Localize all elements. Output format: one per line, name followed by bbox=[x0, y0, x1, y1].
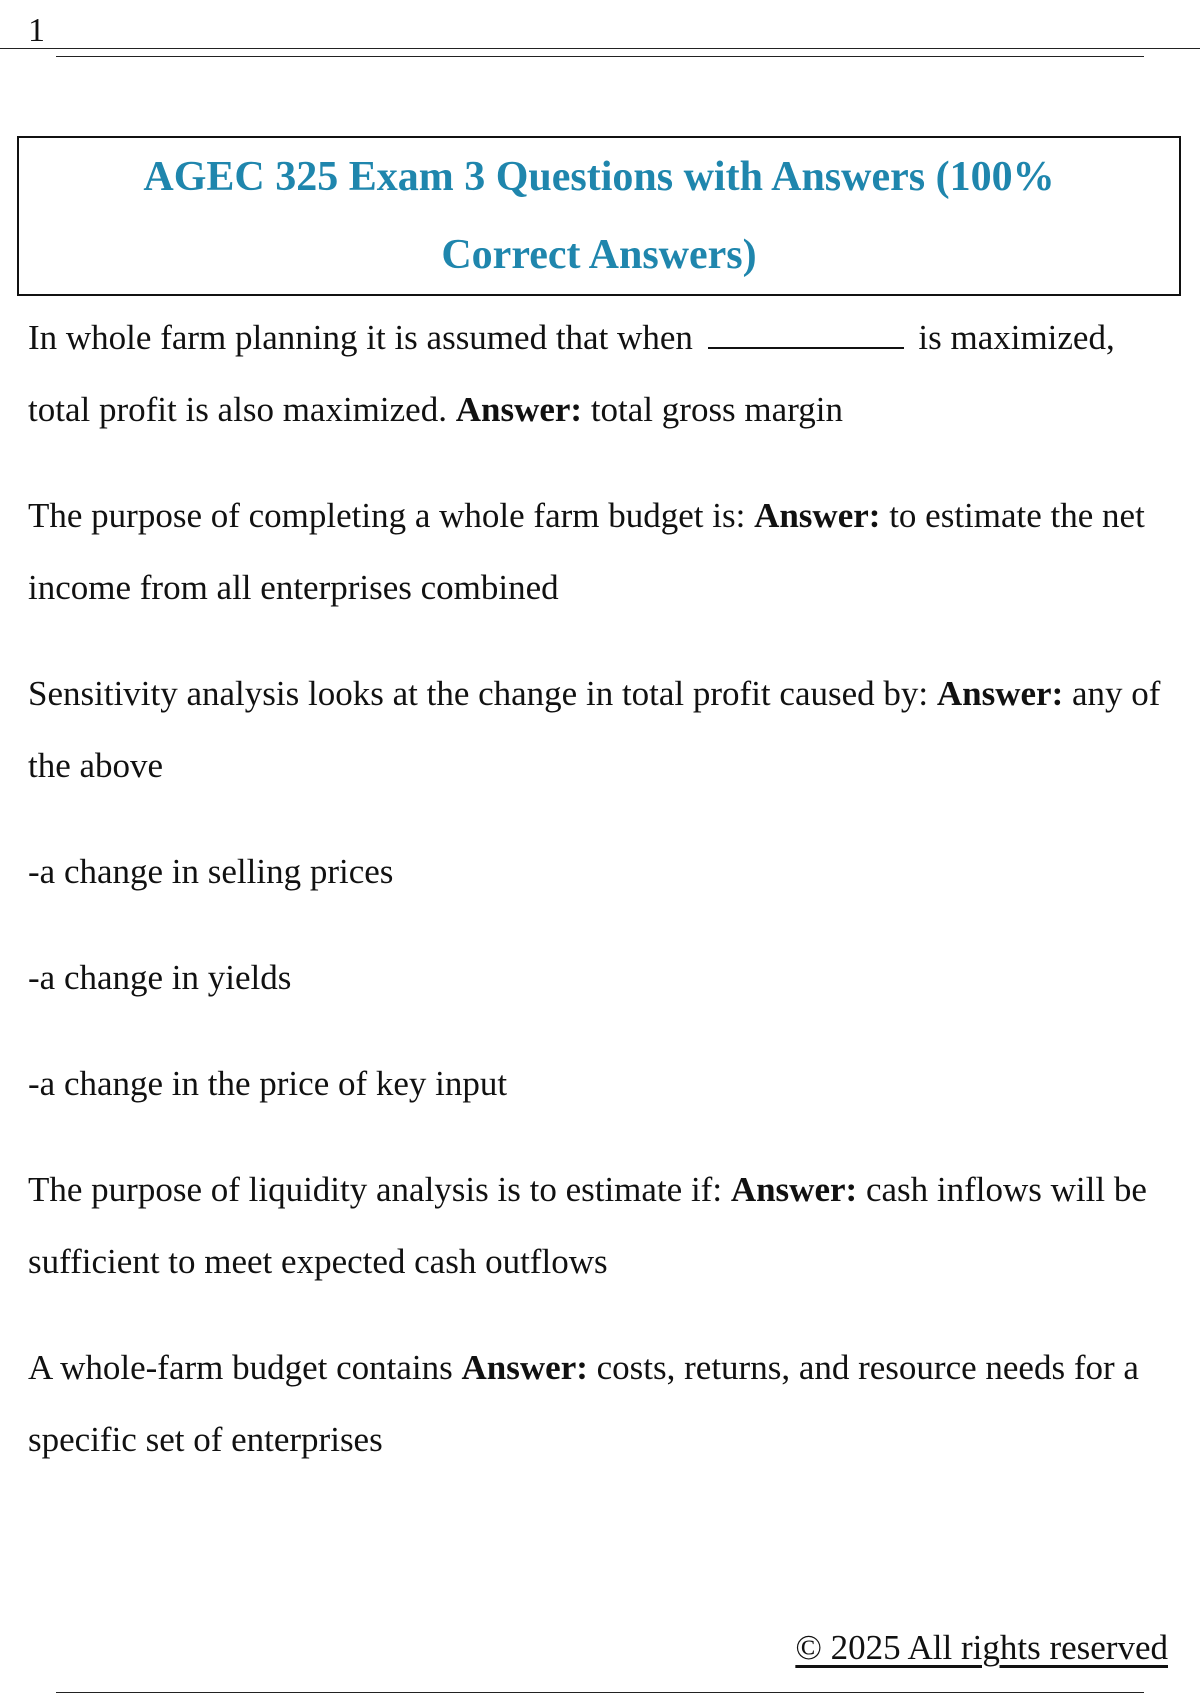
question-4-text: The purpose of liquidity analysis is to estimate if: bbox=[28, 1170, 723, 1209]
answer-label: Answer: bbox=[461, 1348, 588, 1387]
header-rule bbox=[0, 48, 1200, 49]
question-list bbox=[28, 302, 1180, 1510]
question-3-item-3: -a change in the price of key input bbox=[28, 1064, 508, 1103]
question-5 bbox=[28, 1332, 1180, 1476]
fill-in-blank bbox=[708, 321, 904, 349]
answer-label: Answer: bbox=[730, 1170, 858, 1209]
page-title: AGEC 325 Exam 3 Questions with Answers (100% Correct Answers) bbox=[143, 154, 1055, 278]
question-1-text-post: is maximized, total profit is also maximized. bbox=[28, 318, 1115, 429]
question-3-item-1: -a change in selling prices bbox=[28, 852, 394, 891]
question-4 bbox=[28, 1154, 1180, 1298]
question-1-answer: total gross margin bbox=[590, 390, 843, 429]
question-4-answer: cash inflows will be sufficient to meet expected cash outflows bbox=[28, 1170, 1147, 1281]
answer-label: Answer: bbox=[936, 674, 1064, 713]
question-5-answer: costs, returns, and resource needs for a specific set of enterprises bbox=[28, 1348, 1139, 1459]
question-3 bbox=[28, 658, 1180, 802]
question-5-text: A whole-farm budget contains bbox=[28, 1348, 453, 1387]
page-number: 1 bbox=[28, 12, 45, 49]
question-1 bbox=[28, 302, 1180, 446]
question-2 bbox=[28, 480, 1180, 624]
title-box bbox=[17, 136, 1181, 296]
question-3-item-2: -a change in yields bbox=[28, 958, 292, 997]
copyright-footer: © 2025 All rights reserved bbox=[795, 1628, 1168, 1667]
question-2-answer: to estimate the net income from all enterprises combined bbox=[28, 496, 1145, 607]
answer-label: Answer: bbox=[455, 390, 583, 429]
question-3-text: Sensitivity analysis looks at the change in total profit caused by: bbox=[28, 674, 929, 713]
question-1-text-pre: In whole farm planning it is assumed that when bbox=[28, 318, 693, 357]
question-3-answer: any of the above bbox=[28, 674, 1161, 785]
question-2-text: The purpose of completing a whole farm budget is: bbox=[28, 496, 746, 535]
header-rule-inner bbox=[56, 56, 1144, 57]
answer-label: Answer: bbox=[754, 496, 881, 535]
footer-rule bbox=[56, 1692, 1144, 1693]
